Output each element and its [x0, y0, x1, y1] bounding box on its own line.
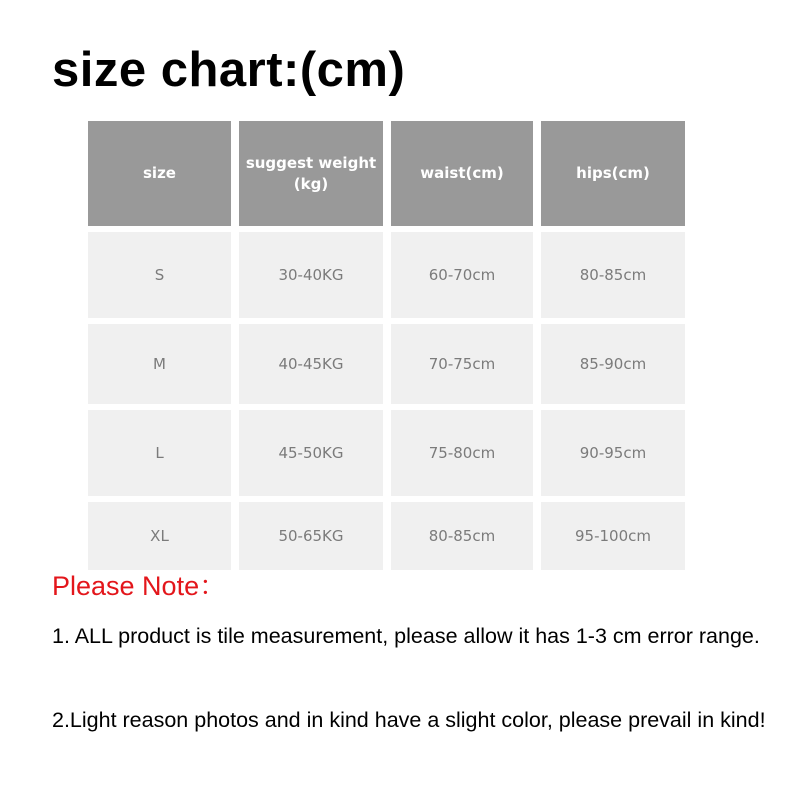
- row-l-size: L: [88, 410, 231, 496]
- row-s-waist: 60-70cm: [391, 232, 533, 318]
- row-xl-size: XL: [88, 502, 231, 570]
- header-hips: hips(cm): [541, 121, 685, 226]
- row-s-size: S: [88, 232, 231, 318]
- row-m-waist: 70-75cm: [391, 324, 533, 404]
- header-waist: waist(cm): [391, 121, 533, 226]
- note-heading: Please Note：: [52, 571, 227, 601]
- row-l-waist: 75-80cm: [391, 410, 533, 496]
- row-l-weight: 45-50KG: [239, 410, 383, 496]
- note-measurement-error: 1. ALL product is tile measurement, please allow it has 1-3 cm error range.: [52, 624, 760, 648]
- row-s-hips: 80-85cm: [541, 232, 685, 318]
- row-l-hips: 90-95cm: [541, 410, 685, 496]
- size-chart-table: [88, 121, 686, 562]
- header-suggest-weight: suggest weight (kg): [239, 121, 383, 226]
- row-m-size: M: [88, 324, 231, 404]
- row-m-weight: 40-45KG: [239, 324, 383, 404]
- row-m-hips: 85-90cm: [541, 324, 685, 404]
- row-s-weight: 30-40KG: [239, 232, 383, 318]
- row-xl-weight: 50-65KG: [239, 502, 383, 570]
- page-title: size chart:(cm): [52, 43, 406, 97]
- header-size: size: [88, 121, 231, 226]
- row-xl-waist: 80-85cm: [391, 502, 533, 570]
- note-color-difference: 2.Light reason photos and in kind have a slight color, please prevail in kind!: [52, 708, 766, 732]
- row-xl-hips: 95-100cm: [541, 502, 685, 570]
